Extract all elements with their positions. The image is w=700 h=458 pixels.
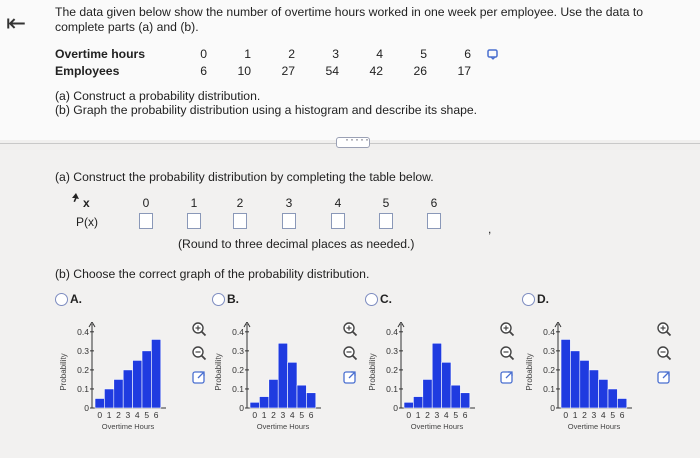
x-value: 4: [334, 196, 342, 210]
back-arrow-icon[interactable]: ⇤: [6, 10, 27, 37]
y-tick-label: 0.3: [232, 345, 244, 356]
hours-cell: 3: [332, 47, 339, 61]
x-axis-label: Overtime Hours: [567, 422, 621, 431]
histogram-bar: [589, 370, 598, 408]
radio-c[interactable]: [365, 293, 378, 306]
px-header: P(x): [76, 215, 98, 229]
histogram-bar: [599, 379, 608, 408]
x-tick-label: 1: [572, 410, 578, 420]
histogram-option-c: [367, 322, 482, 434]
px-input-5[interactable]: [379, 213, 393, 229]
hours-cell: 2: [288, 47, 295, 61]
px-input-2[interactable]: [233, 213, 247, 229]
x-tick-label: 6: [153, 410, 159, 420]
open-new-window-icon[interactable]: [341, 368, 359, 386]
part-b-prompt: (b) Choose the correct graph of the probability distribution.: [55, 267, 370, 281]
y-tick-label: 0.2: [543, 364, 555, 375]
histogram-bar: [460, 393, 469, 408]
y-tick-label: 0.3: [77, 345, 89, 356]
option-c-label: C.: [380, 292, 392, 306]
x-tick-label: 3: [280, 410, 286, 420]
x-tick-label: 0: [252, 410, 258, 420]
stray-mark: ,: [488, 222, 492, 236]
x-tick-label: 4: [134, 410, 140, 420]
x-axis-label: Overtime Hours: [410, 422, 464, 431]
hours-cell: 1: [244, 47, 251, 61]
option-d-label: D.: [537, 292, 549, 306]
y-axis-label: Probability: [59, 353, 68, 391]
open-new-window-icon[interactable]: [190, 368, 208, 386]
histogram-bar: [142, 351, 151, 408]
y-axis-label: Probability: [525, 353, 534, 391]
zoom-in-icon[interactable]: [341, 320, 359, 338]
y-tick-label: 0: [550, 403, 555, 413]
x-tick-label: 5: [144, 410, 150, 420]
radio-b[interactable]: [212, 293, 225, 306]
px-input-0[interactable]: [139, 213, 153, 229]
question-parts: [55, 89, 477, 117]
x-tick-label: 5: [610, 410, 616, 420]
histogram-bar: [413, 397, 422, 408]
y-tick-label: 0.4: [386, 326, 398, 337]
y-tick-label: 0.4: [77, 326, 89, 337]
y-tick-label: 0.2: [386, 364, 398, 375]
y-tick-label: 0: [393, 403, 398, 413]
zoom-out-icon[interactable]: [498, 344, 516, 362]
x-tick-label: 1: [261, 410, 267, 420]
copy-data-icon[interactable]: [486, 47, 500, 61]
employees-cell: 6: [200, 64, 207, 78]
hours-cell: 6: [464, 47, 471, 61]
y-axis-label: Probability: [368, 353, 377, 391]
y-tick-label: 0.3: [386, 345, 398, 356]
radio-d[interactable]: [522, 293, 535, 306]
y-tick-label: 0.3: [543, 345, 555, 356]
x-tick-label: 0: [406, 410, 412, 420]
x-axis-label: Overtime Hours: [101, 422, 155, 431]
x-tick-label: 0: [97, 410, 103, 420]
y-tick-label: 0.1: [77, 383, 89, 394]
y-tick-label: 0.4: [232, 326, 244, 337]
histogram-bar: [123, 370, 132, 408]
histogram-bar: [288, 362, 297, 408]
x-tick-label: 1: [415, 410, 421, 420]
histogram-option-b: [213, 322, 328, 434]
expand-more-button[interactable]: ·····: [336, 137, 370, 148]
histogram-bar: [561, 339, 570, 408]
histogram-bar: [278, 343, 287, 408]
y-tick-label: 0.1: [386, 383, 398, 394]
y-tick-label: 0: [84, 403, 89, 413]
x-tick-label: 5: [299, 410, 305, 420]
histogram-bar: [608, 389, 617, 408]
employees-cell: 26: [413, 64, 427, 78]
histogram-option-d: [524, 322, 639, 434]
x-value: 0: [142, 196, 150, 210]
radio-a[interactable]: [55, 293, 68, 306]
part-a-prompt: (a) Construct the probability distribution by completing the table below.: [55, 170, 434, 184]
px-input-1[interactable]: [187, 213, 201, 229]
histogram-bar: [404, 402, 413, 408]
histogram-bar: [442, 362, 451, 408]
x-axis-label: Overtime Hours: [256, 422, 310, 431]
x-value: 3: [285, 196, 293, 210]
px-input-4[interactable]: [331, 213, 345, 229]
y-tick-label: 0.1: [543, 383, 555, 394]
x-tick-label: 0: [563, 410, 569, 420]
y-tick-label: 0.4: [543, 326, 555, 337]
x-tick-label: 6: [462, 410, 468, 420]
zoom-out-icon[interactable]: [341, 344, 359, 362]
histogram-bar: [432, 343, 441, 408]
employees-label: Employees: [55, 64, 120, 78]
histogram-bar: [617, 398, 626, 408]
x-value: 5: [382, 196, 390, 210]
x-tick-label: 2: [271, 410, 276, 420]
part-b-text: (b) Graph the probability distribution using a histogram and describe its shape.: [55, 103, 478, 117]
employees-cell: 10: [237, 64, 251, 78]
x-tick-label: 1: [106, 410, 112, 420]
part-a-text: (a) Construct a probability distribution.: [55, 89, 261, 103]
x-value: 1: [190, 196, 198, 210]
employees-cell: 42: [369, 64, 383, 78]
x-tick-label: 4: [600, 410, 606, 420]
employees-cell: 17: [457, 64, 471, 78]
zoom-in-icon[interactable]: [655, 320, 673, 338]
y-axis-label: Probability: [214, 353, 223, 391]
histogram-bar: [151, 339, 160, 408]
zoom-in-icon[interactable]: [190, 320, 208, 338]
hours-cell: 4: [376, 47, 383, 61]
histogram-bar: [451, 385, 460, 408]
histogram-bar: [114, 379, 123, 408]
histogram-bar: [297, 385, 306, 408]
histogram-bar: [306, 393, 315, 408]
x-tick-label: 2: [582, 410, 587, 420]
employees-cell: 54: [325, 64, 339, 78]
cursor-icon: [70, 192, 84, 206]
x-tick-label: 6: [308, 410, 314, 420]
x-header: x: [83, 196, 90, 210]
histogram-bar: [580, 360, 589, 408]
x-tick-label: 4: [289, 410, 295, 420]
px-input-6[interactable]: [427, 213, 441, 229]
px-input-3[interactable]: [282, 213, 296, 229]
x-tick-label: 2: [116, 410, 121, 420]
employees-cell: 27: [281, 64, 295, 78]
histogram-bar: [570, 351, 579, 408]
histogram-bar: [95, 398, 104, 408]
histogram-bar: [423, 379, 432, 408]
rounding-hint: (Round to three decimal places as needed.): [178, 237, 415, 251]
x-tick-label: 4: [443, 410, 449, 420]
x-tick-label: 6: [619, 410, 625, 420]
y-tick-label: 0.2: [77, 364, 89, 375]
overtime-hours-label: Overtime hours: [55, 47, 146, 61]
x-value: 6: [430, 196, 438, 210]
zoom-out-icon[interactable]: [655, 344, 673, 362]
histogram-bar: [104, 389, 113, 408]
x-tick-label: 5: [453, 410, 459, 420]
x-tick-label: 3: [591, 410, 597, 420]
zoom-out-icon[interactable]: [190, 344, 208, 362]
hours-cell: 5: [420, 47, 427, 61]
hours-cell: 0: [200, 47, 207, 61]
y-tick-label: 0.2: [232, 364, 244, 375]
option-b-label: B.: [227, 292, 239, 306]
option-a-label: A.: [70, 292, 82, 306]
histogram-bar: [250, 402, 259, 408]
histogram-bar: [133, 360, 142, 408]
histogram-bar: [269, 379, 278, 408]
x-value: 2: [236, 196, 244, 210]
y-tick-label: 0.1: [232, 383, 244, 394]
question-text: The data given below show the number of overtime hours worked in one week per employee. Use the data to complete parts (a) and (b).: [55, 5, 644, 34]
zoom-in-icon[interactable]: [498, 320, 516, 338]
open-new-window-icon[interactable]: [655, 368, 673, 386]
histogram-bar: [259, 397, 268, 408]
x-tick-label: 3: [434, 410, 440, 420]
x-tick-label: 2: [425, 410, 430, 420]
histogram-option-a: [58, 322, 173, 434]
open-new-window-icon[interactable]: [498, 368, 516, 386]
x-tick-label: 3: [125, 410, 131, 420]
y-tick-label: 0: [239, 403, 244, 413]
